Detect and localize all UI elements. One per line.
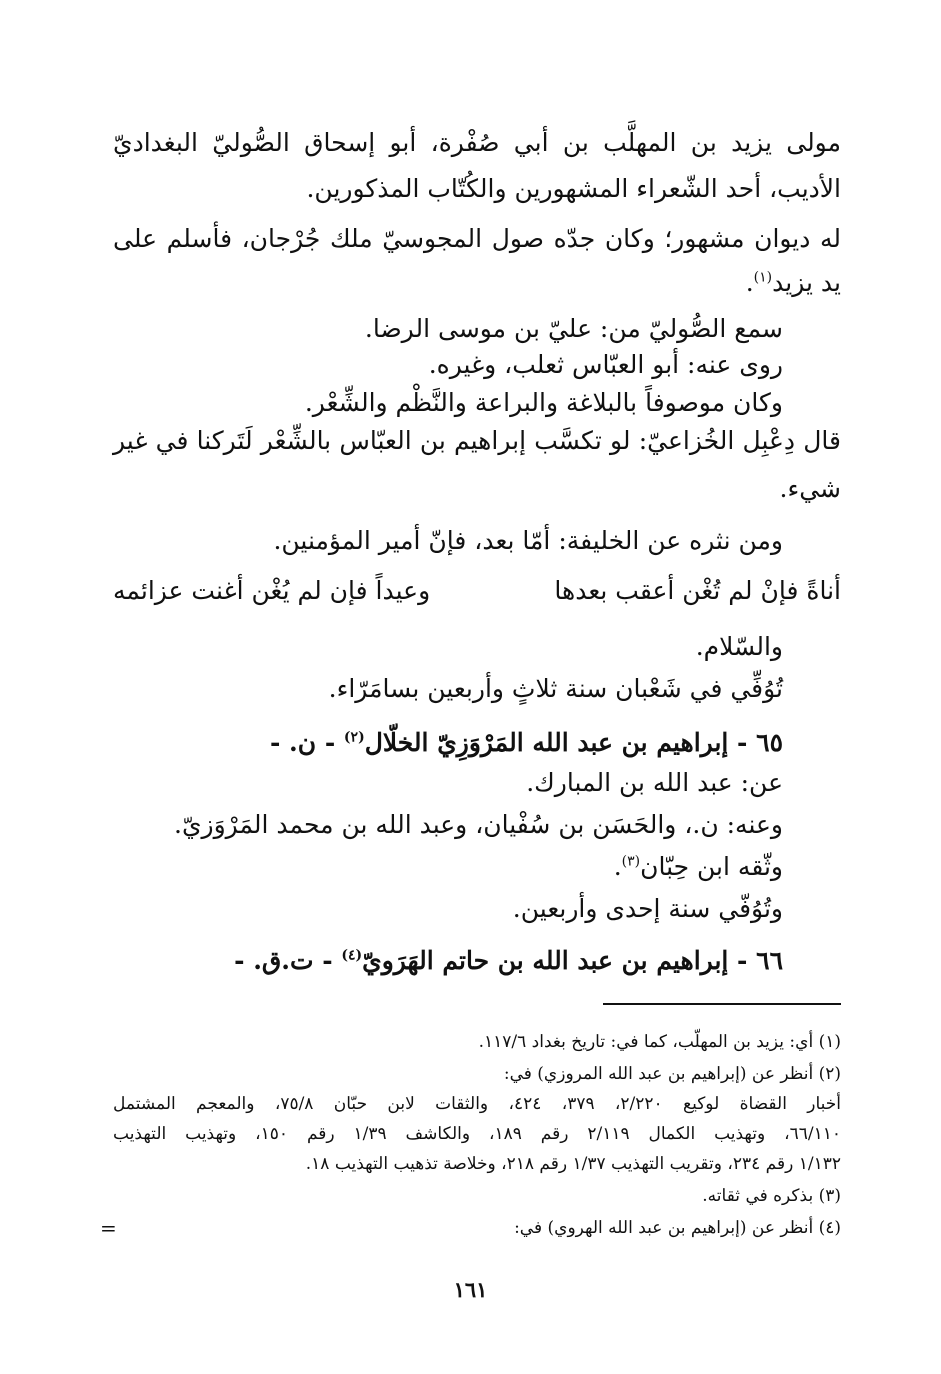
body-line-16: وثّقه ابن حِبّان$^{(٣)}$.: [613, 852, 783, 881]
entry-66-heading: [234, 944, 783, 978]
entry-66-siglum: - ت.ق. -: [234, 946, 333, 975]
footnote-ref-2: (٢): [343, 729, 365, 746]
body-line-4-text: يد يزيد: [772, 268, 841, 297]
poem-left-hemistich: وعيداً فإن لم يُغْن أغنت عزائمه: [113, 576, 431, 605]
poem-right-hemistich: أناةً فإنْ لم تُغْن أعقب بعدها: [554, 576, 841, 605]
body-line-5: سمع الصُّوليّ من: عليّ بن موسى الرضا.: [364, 314, 783, 343]
body-line-11: والسّلام.: [695, 632, 783, 661]
body-line-15: وعنه: ن.، والحَسَن بن سُفْيان، وعبد الله بن محمد المَرْوَزيّ.: [174, 810, 783, 839]
footnote-2-line-2: أخبار القضاة لوكيع ٢/٢٢٠، ٣٧٩، ٤٢٤، والثقات لابن حبّان ٧٥/٨، والمعجم المشتمل: [113, 1094, 842, 1114]
footnote-separator: [603, 1003, 841, 1005]
footnote-1: (١) أي: يزيد بن المهلّب، كما في: تاريخ بغداد ١١٧/٦.: [478, 1032, 841, 1052]
footnote-ref-4: (٤): [341, 947, 363, 964]
footnote-2-line-3: ٦٦/١١٠، وتهذيب الكمال ٢/١١٩ رقم ١٨٩، والكاشف ١/٣٩ رقم ١٥٠، وتهذيب التهذيب: [113, 1124, 841, 1144]
body-line-9: شيء.: [779, 474, 841, 503]
footnote-2: (٢) أنظر عن (إبراهيم بن عبد الله المروزي) في:: [503, 1064, 841, 1084]
body-line-10: ومن نثره عن الخليفة: أمّا بعد، فإنّ أمير المؤمنين.: [273, 526, 783, 555]
body-line-6: روى عنه: أبو العبّاس ثعلب، وغيره.: [428, 350, 783, 379]
body-line-4: يد يزيد$^{(١)}$.: [745, 268, 841, 297]
body-line-1: مولى يزيد بن المهلَّب بن أبي صُفْرة، أبو إسحاق الصُّوليّ البغداديّ: [113, 128, 841, 157]
body-line-2: الأديب، أحد الشّعراء المشهورين والكُتّاب المذكورين.: [306, 174, 841, 203]
body-line-3: له ديوان مشهور؛ وكان جدّه صول المجوسيّ ملك جُرْجان، فأسلم على: [113, 224, 841, 253]
footnote-2-line-4: ١/١٣٢ رقم ٢٣٤، وتقريب التهذيب ١/٣٧ رقم ٢١٨، وخلاصة تذهيب التهذيب ١٨.: [305, 1154, 841, 1174]
entry-65-name: ٦٥ - إبراهيم بن عبد الله المَرْوَزِيّ الخلّال: [364, 728, 783, 757]
body-line-8: قال دِعْبِل الخُزاعيّ: لو تكسَّب إبراهيم بن العبّاس بالشِّعْر لَتَركنا في غير: [113, 426, 841, 455]
entry-65-heading: [270, 726, 783, 760]
body-line-16-text: وثّقه ابن حِبّان: [640, 852, 783, 881]
entry-66-name: ٦٦ - إبراهيم بن عبد الله بن حاتم الهَرَويّ: [362, 946, 783, 975]
body-line-7: وكان موصوفاً بالبلاغة والبراعة والنَّظْم والشِّعْر.: [304, 388, 783, 417]
body-line-12: تُوُفِّي في شَعْبان سنة ثلاثٍ وأربعين بسامَرّاء.: [328, 674, 783, 703]
footnote-ref-3: (٣): [621, 853, 641, 870]
entry-65-siglum: - ن. -: [269, 728, 336, 757]
footnote-4: (٤) أنظر عن (إبراهيم بن عبد الله الهروي) في:: [514, 1218, 841, 1238]
body-line-14: عن: عبد الله بن المبارك.: [526, 768, 783, 797]
body-line-17: وتُوُفّي سنة إحدى وأربعين.: [512, 894, 783, 923]
footnote-3: (٣) بذكره في ثقاته.: [702, 1186, 841, 1206]
page-number: ١٦١: [453, 1277, 488, 1302]
continuation-mark: =: [100, 1216, 117, 1240]
footnote-ref-1: (١): [753, 269, 773, 286]
